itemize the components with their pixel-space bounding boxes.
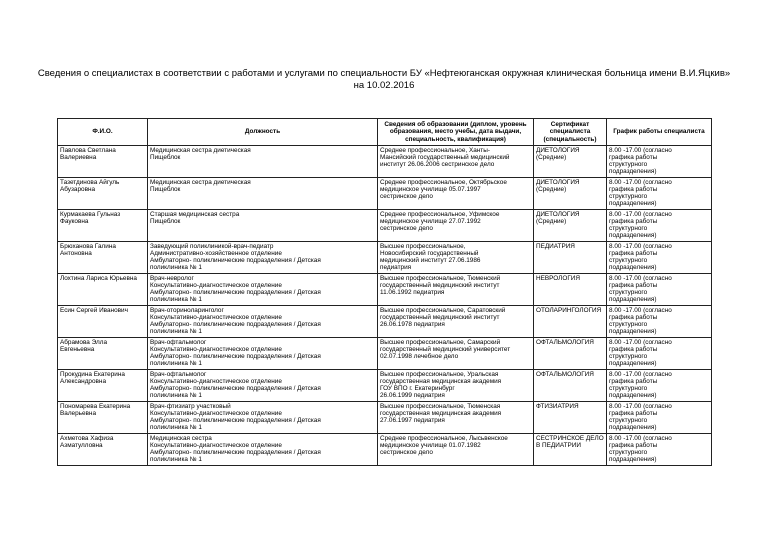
cell-position (148, 402, 378, 434)
cell-education-line: 27.06.1997 педиатрия (380, 417, 445, 425)
cell-certificate-line: ДИЕТОЛОГИЯ (536, 146, 580, 154)
cell-education-line: Среднее профессиональное, Ханты- (380, 146, 490, 154)
cell-schedule-line: структурного (609, 289, 648, 297)
cell-schedule-line: 8.00 -17.00 (согласно (609, 370, 672, 378)
cell-position-line: поликлиника № 1 (150, 360, 202, 368)
cell-name (58, 306, 148, 338)
cell-name-line: Азматулловна (60, 441, 103, 449)
cell-name (58, 242, 148, 274)
cell-position (148, 146, 378, 178)
cell-certificate-line: (Средние) (536, 217, 567, 225)
cell-certificate (534, 306, 607, 338)
cell-schedule-line: 8.00 -17.00 (согласно (609, 210, 672, 218)
cell-name (58, 370, 148, 402)
table-row (58, 242, 712, 274)
cell-name (58, 210, 148, 242)
cell-position-line: Заведующий поликлиникой-врач-педиатр (150, 242, 274, 250)
cell-name-line: Брюханова Галина (60, 242, 116, 250)
cell-certificate (534, 210, 607, 242)
cell-position-line: Амбулаторно- поликлинические подразделения / Детская (150, 257, 321, 265)
cell-position-line: Консультативно-диагностическое отделение (150, 281, 282, 289)
cell-name-line: Абрамова Элла (60, 338, 108, 346)
cell-position-line: Медицинская сестра диетическая (150, 146, 251, 154)
cell-education (378, 210, 534, 242)
cell-education-line: Высшее профессиональное, Самарский (380, 338, 501, 346)
cell-schedule (607, 338, 712, 370)
cell-schedule-line: подразделения) (609, 392, 657, 400)
cell-position-line: Амбулаторно- поликлинические подразделения / Детская (150, 449, 321, 457)
table-row (58, 306, 712, 338)
table-row (58, 338, 712, 370)
cell-schedule-line: структурного (609, 225, 648, 233)
cell-certificate-line: НЕВРОЛОГИЯ (536, 274, 580, 282)
cell-schedule-line: 8.00 -17.00 (согласно (609, 402, 672, 410)
cell-education-line: сестринское дело (380, 225, 433, 233)
header-education: Сведения об образовании (диплом, уровень образования, место учебы, дата выдачи, специальность, квалификация) (378, 119, 534, 146)
cell-position-line: Консультативно-диагностическое отделение (150, 345, 282, 353)
cell-schedule-line: структурного (609, 193, 648, 201)
cell-position-line: Амбулаторно- поликлинические подразделения / Детская (150, 289, 321, 297)
cell-schedule-line: 8.00 -17.00 (согласно (609, 274, 672, 282)
cell-education-line: Высшее профессиональное, (380, 242, 466, 250)
cell-certificate (534, 146, 607, 178)
cell-position (148, 306, 378, 338)
cell-education-line: государственный медицинский университет (380, 345, 511, 353)
cell-schedule-line: графика работы (609, 249, 658, 257)
cell-certificate (534, 242, 607, 274)
cell-name-line: Александровна (60, 377, 107, 385)
table-body (58, 146, 712, 466)
cell-position-line: Пищеблок (150, 217, 181, 225)
cell-position-line: Врач-офтальмолог (150, 370, 207, 378)
cell-education-line: Высшее профессиональное, Тюменская (380, 402, 501, 410)
cell-schedule (607, 210, 712, 242)
cell-position (148, 338, 378, 370)
cell-schedule-line: графика работы (609, 313, 658, 321)
cell-position-line: Врач-невролог (150, 274, 194, 282)
cell-schedule-line: 8.00 -17.00 (согласно (609, 434, 672, 442)
cell-certificate-line: ОФТАЛЬМОЛОГИЯ (536, 338, 594, 346)
cell-schedule-line: графика работы (609, 185, 658, 193)
cell-position-line: поликлиника № 1 (150, 328, 202, 336)
cell-schedule-line: подразделения) (609, 360, 657, 368)
cell-certificate-line: ФТИЗИАТРИЯ (536, 402, 579, 410)
cell-schedule-line: графика работы (609, 441, 658, 449)
cell-position-line: Консультативно-диагностическое отделение (150, 441, 282, 449)
cell-name-line: Абузаровна (60, 185, 96, 193)
cell-education-line: государственный медицинский институт (380, 313, 500, 321)
cell-name-line: Антоновна (60, 249, 92, 257)
cell-education (378, 306, 534, 338)
cell-name-line: Тазетдинова Айгуль (60, 178, 120, 186)
cell-certificate (534, 370, 607, 402)
cell-education-line: сестринское дело (380, 193, 433, 201)
cell-position-line: поликлиника № 1 (150, 296, 202, 304)
cell-certificate (534, 402, 607, 434)
table-row (58, 146, 712, 178)
cell-education-line: государственная медицинская академия (380, 409, 502, 417)
cell-name-line: Курмакаева Гульназ (60, 210, 121, 218)
cell-certificate-line: ДИЕТОЛОГИЯ (536, 210, 580, 218)
cell-name-line: Фауковна (60, 217, 89, 225)
cell-education-line: 26.06.1978 педиатрия (380, 321, 445, 329)
cell-education-line: Высшее профессиональное, Саратовский (380, 306, 506, 314)
cell-schedule-line: графика работы (609, 153, 658, 161)
cell-name-line: Павлова Светлана (60, 146, 116, 154)
cell-education (378, 146, 534, 178)
cell-education (378, 338, 534, 370)
cell-schedule (607, 178, 712, 210)
cell-position-line: поликлиника № 1 (150, 392, 202, 400)
cell-education (378, 178, 534, 210)
cell-position-line: Старшая медицинская сестра (150, 210, 240, 218)
cell-schedule-line: структурного (609, 385, 648, 393)
cell-name-line: Прокудина Екатерина (60, 370, 125, 378)
cell-education-line: Среднее профессиональное, Октябрьское (380, 178, 507, 186)
cell-schedule-line: 8.00 -17.00 (согласно (609, 306, 672, 314)
cell-position-line: Врач-фтизиатр участковый (150, 402, 231, 410)
cell-schedule (607, 402, 712, 434)
cell-name-line: Валериевна (60, 153, 97, 161)
cell-name (58, 178, 148, 210)
cell-certificate-line: В ПЕДИАТРИИ (536, 441, 581, 449)
cell-education-line: государственная медицинская академия (380, 377, 502, 385)
cell-position (148, 210, 378, 242)
cell-certificate-line: ДИЕТОЛОГИЯ (536, 178, 580, 186)
cell-certificate (534, 178, 607, 210)
cell-education (378, 402, 534, 434)
header-name: Ф.И.О. (58, 119, 148, 146)
cell-position-line: Медицинская сестра диетическая (150, 178, 251, 186)
cell-position (148, 370, 378, 402)
cell-schedule-line: графика работы (609, 409, 658, 417)
table-row (58, 274, 712, 306)
cell-education (378, 274, 534, 306)
cell-schedule-line: подразделения) (609, 168, 657, 176)
cell-position (148, 274, 378, 306)
cell-name (58, 338, 148, 370)
cell-education-line: медицинское училище 01.07.1982 (380, 441, 481, 449)
cell-education-line: 11.06.1992 педиатрия (380, 289, 445, 297)
cell-education-line: государственный медицинский институт (380, 281, 500, 289)
cell-education-line: Мансийский государственный медицинский (380, 153, 510, 161)
cell-schedule-line: подразделения) (609, 424, 657, 432)
cell-schedule-line: подразделения) (609, 328, 657, 336)
cell-name-line: Ахметова Хафиза (60, 434, 114, 442)
cell-position-line: поликлиника № 1 (150, 456, 202, 464)
cell-position-line: Амбулаторно- поликлинические подразделения / Детская (150, 353, 321, 361)
cell-schedule-line: графика работы (609, 281, 658, 289)
cell-position-line: Консультативно-диагностическое отделение (150, 409, 282, 417)
cell-name-line: Лохтина Лариса Юрьевна (60, 274, 137, 282)
cell-education-line: сестринское дело (380, 449, 433, 457)
cell-name (58, 434, 148, 466)
cell-schedule-line: подразделения) (609, 264, 657, 272)
cell-schedule-line: 8.00 -17.00 (согласно (609, 338, 672, 346)
cell-schedule-line: подразделения) (609, 200, 657, 208)
cell-education (378, 434, 534, 466)
cell-schedule (607, 146, 712, 178)
table-row (58, 210, 712, 242)
cell-schedule (607, 434, 712, 466)
cell-certificate-line: (Средние) (536, 185, 567, 193)
cell-name (58, 146, 148, 178)
cell-schedule-line: структурного (609, 257, 648, 265)
cell-position-line: Пищеблок (150, 153, 181, 161)
table-row (58, 434, 712, 466)
cell-education-line: медицинское училище 05.07.1997 (380, 185, 481, 193)
cell-schedule (607, 242, 712, 274)
cell-position (148, 434, 378, 466)
cell-certificate-line: ПЕДИАТРИЯ (536, 242, 575, 250)
cell-position-line: Врач-офтальмолог (150, 338, 207, 346)
cell-position-line: Амбулаторно- поликлинические подразделения / Детская (150, 385, 321, 393)
cell-education-line: Среднее профессиональное, Лысьвенское (380, 434, 508, 442)
cell-schedule-line: графика работы (609, 217, 658, 225)
cell-education-line: медицинский институт 27.06.1986 (380, 257, 481, 265)
cell-education-line: 26.06.1999 педиатрия (380, 392, 445, 400)
cell-schedule-line: структурного (609, 161, 648, 169)
cell-schedule-line: подразделения) (609, 296, 657, 304)
cell-education (378, 242, 534, 274)
cell-schedule-line: графика работы (609, 377, 658, 385)
cell-certificate-line: ОФТАЛЬМОЛОГИЯ (536, 370, 594, 378)
cell-education-line: медицинское училище 27.07.1992 (380, 217, 481, 225)
cell-certificate-line: ОТОЛАРИНГОЛОГИЯ (536, 306, 602, 314)
cell-education-line: педиатрия (380, 264, 412, 272)
table-row (58, 402, 712, 434)
cell-name-line: Валерьевна (60, 409, 97, 417)
cell-certificate (534, 274, 607, 306)
cell-certificate-line: (Средние) (536, 153, 567, 161)
cell-schedule-line: подразделения) (609, 456, 657, 464)
cell-schedule-line: структурного (609, 417, 648, 425)
table-row (58, 178, 712, 210)
cell-schedule-line: структурного (609, 353, 648, 361)
header-position: Должность (148, 119, 378, 146)
cell-schedule-line: подразделения) (609, 232, 657, 240)
specialists-table (57, 118, 712, 466)
cell-education-line: 02.07.1998 лечебное дело (380, 353, 459, 361)
cell-certificate-line: СЕСТРИНСКОЕ ДЕЛО (536, 434, 604, 442)
cell-schedule (607, 306, 712, 338)
cell-schedule-line: структурного (609, 321, 648, 329)
cell-certificate (534, 338, 607, 370)
cell-position-line: поликлиника № 1 (150, 424, 202, 432)
cell-position-line: Медицинская сестра (150, 434, 212, 442)
cell-education-line: Новосибирский государственный (380, 249, 479, 257)
cell-schedule-line: 8.00 -17.00 (согласно (609, 146, 672, 154)
table-header-row (58, 119, 712, 146)
table-row (58, 370, 712, 402)
cell-name-line: Есин Сергей Иванович (60, 306, 128, 314)
cell-education-line: Высшее профессиональное, Уральская (380, 370, 499, 378)
title-line-1: Сведения о специалистах в соответствии с работами и услугами по специальности БУ «Нефтеюганская окружная клиническая больница имени В.И.Яцкив» (37, 68, 731, 79)
cell-schedule-line: 8.00 -17.00 (согласно (609, 178, 672, 186)
cell-education-line: Среднее профессиональное, Уфимское (380, 210, 500, 218)
title-line-2: на 10.02.2016 (353, 80, 415, 91)
cell-position-line: Врач-оториноларинголог (150, 306, 224, 314)
cell-schedule-line: графика работы (609, 345, 658, 353)
cell-position-line: поликлиника № 1 (150, 264, 202, 272)
cell-name-line: Пономарева Екатерина (60, 402, 131, 410)
cell-education-line: институт 26.06.2006 сестринское дело (380, 161, 495, 169)
cell-position-line: Амбулаторно- поликлинические подразделения / Детская (150, 321, 321, 329)
cell-position-line: Консультативно-диагностическое отделение (150, 377, 282, 385)
document-title (0, 68, 768, 92)
cell-name-line: Евгеньевна (60, 345, 95, 353)
cell-position-line: Пищеблок (150, 185, 181, 193)
cell-education-line: ГОУ ВПО г. Екатеринбург (380, 385, 455, 393)
cell-name (58, 402, 148, 434)
header-certificate: Сертификат специалиста (специальность) (534, 119, 607, 146)
cell-schedule (607, 370, 712, 402)
cell-schedule-line: структурного (609, 449, 648, 457)
cell-position-line: Административно-хозяйственное отделение (150, 249, 282, 257)
cell-name (58, 274, 148, 306)
cell-certificate (534, 434, 607, 466)
cell-schedule (607, 274, 712, 306)
cell-position (148, 242, 378, 274)
cell-education-line: Высшее профессиональное, Тюменский (380, 274, 501, 282)
cell-schedule-line: 8.00 -17.00 (согласно (609, 242, 672, 250)
header-schedule: График работы специалиста (607, 119, 712, 146)
cell-education (378, 370, 534, 402)
cell-position (148, 178, 378, 210)
cell-position-line: Амбулаторно- поликлинические подразделения / Детская (150, 417, 321, 425)
cell-position-line: Консультативно-диагностическое отделение (150, 313, 282, 321)
